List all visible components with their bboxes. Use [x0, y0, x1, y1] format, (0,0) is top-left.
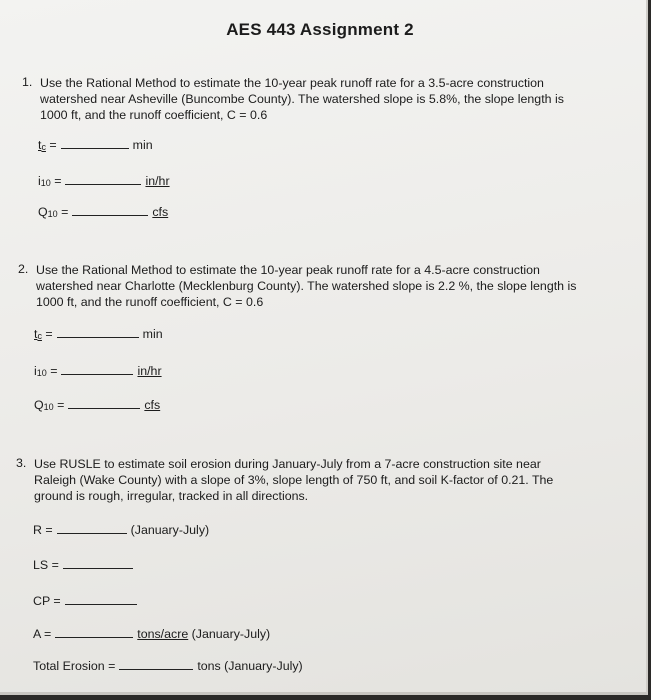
- q2-i10-blank[interactable]: [61, 363, 133, 375]
- q2-i10-unit: in/hr: [137, 364, 162, 378]
- question-2-number: 2.: [18, 262, 29, 276]
- q1-q10-unit: cfs: [152, 205, 169, 219]
- question-2-text: [36, 262, 616, 310]
- q2-q10-field: Q10 = cfs: [34, 398, 161, 412]
- q3-r-field: R = (January-July): [33, 523, 210, 537]
- question-2-line-3: 1000 ft, and the runoff coefficient, C = 0.6: [36, 295, 264, 309]
- q3-r-blank[interactable]: [57, 522, 127, 534]
- page-title: AES 443 Assignment 2: [226, 20, 414, 39]
- q1-i10-blank[interactable]: [65, 173, 141, 185]
- q1-tc-blank[interactable]: [61, 137, 129, 149]
- q1-i10-field: i10 = in/hr: [38, 174, 170, 188]
- q2-q10-blank[interactable]: [68, 397, 140, 409]
- q1-tc-field: tc = min: [38, 138, 153, 152]
- q2-tc-unit: min: [142, 327, 163, 341]
- q3-cp-blank[interactable]: [65, 593, 137, 605]
- q3-ls-field: LS =: [33, 557, 137, 572]
- q1-i10-unit: in/hr: [145, 174, 170, 188]
- q2-i10-field: i10 = in/hr: [34, 364, 162, 378]
- question-1-number: 1.: [22, 75, 33, 89]
- question-3-line-3: ground is rough, irregular, tracked in all directions.: [34, 489, 309, 503]
- question-3-line-2: Raleigh (Wake County) with a slope of 3%, slope length of 750 ft, and soil K-factor of 0.21. The: [34, 473, 554, 487]
- question-1-line-2: watershed near Asheville (Buncombe County). The watershed slope is 5.8%, the slope length is: [40, 92, 564, 106]
- q3-a-unit: tons/acre: [137, 627, 189, 641]
- question-1-line-1: Use the Rational Method to estimate the 10-year peak runoff rate for a 3.5-acre construction: [40, 76, 544, 90]
- question-3-line-1: Use RUSLE to estimate soil erosion during January-July from a 7-acre construction site near: [34, 457, 541, 471]
- q3-a-blank[interactable]: [55, 626, 133, 638]
- q3-a-field: A = tons/acre (January-July): [33, 627, 271, 641]
- q2-q10-unit: cfs: [144, 398, 161, 412]
- q1-q10-field: Q10 = cfs: [38, 205, 169, 219]
- q2-tc-field: tc = min: [34, 327, 163, 341]
- question-1-line-3: 1000 ft, and the runoff coefficient, C = 0.6: [40, 108, 268, 122]
- question-1-text: [40, 75, 620, 123]
- q3-ls-blank[interactable]: [63, 557, 133, 569]
- q3-total-field: Total Erosion = tons (January-July): [33, 659, 303, 673]
- q1-tc-unit: min: [132, 138, 153, 152]
- q3-r-unit: (January-July): [130, 523, 210, 537]
- q3-cp-field: CP =: [33, 593, 141, 608]
- q3-total-unit: tons (January-July): [197, 659, 303, 673]
- q3-a-period: (January-July): [188, 627, 271, 641]
- question-3-number: 3.: [16, 456, 27, 470]
- question-2-line-1: Use the Rational Method to estimate the 10-year peak runoff rate for a 4.5-acre construction: [36, 263, 540, 277]
- q1-q10-blank[interactable]: [72, 204, 148, 216]
- question-3-text: [34, 456, 614, 504]
- q2-tc-blank[interactable]: [57, 326, 139, 338]
- question-2-line-2: watershed near Charlotte (Mecklenburg County). The watershed slope is 2.2 %, the slope length is: [36, 279, 577, 293]
- q3-total-blank[interactable]: [119, 658, 193, 670]
